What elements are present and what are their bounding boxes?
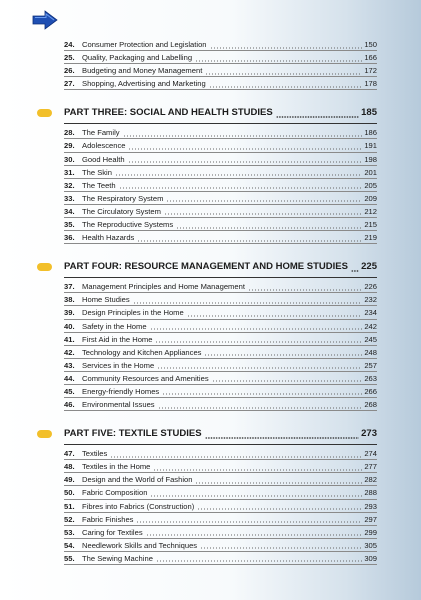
- page-number: 198: [364, 154, 377, 164]
- chapter-number: 50.: [64, 488, 75, 498]
- toc-entry[interactable]: [0, 486, 421, 499]
- part-title: PART THREE: SOCIAL AND HEALTH STUDIES: [64, 107, 273, 119]
- leader-dots: [128, 148, 362, 150]
- page-number: 232: [364, 295, 377, 305]
- leader-dots: [210, 47, 363, 49]
- page-number: 297: [364, 514, 377, 524]
- page-number: 166: [364, 53, 377, 63]
- bullet-icon: [37, 109, 52, 117]
- chapter-number: 32.: [64, 180, 75, 190]
- chapter-number: 24.: [64, 40, 75, 49]
- chapter-number: 29.: [64, 141, 75, 151]
- toc-entry[interactable]: [0, 447, 421, 460]
- chapter-number: 51.: [64, 501, 75, 511]
- chapter-title: Design and the World of Fashion: [82, 475, 193, 485]
- table-of-contents: [0, 38, 421, 565]
- chapter-number: 40.: [64, 321, 75, 331]
- page-number: 172: [364, 66, 377, 76]
- page-number: 299: [364, 527, 377, 537]
- part-page-number: 185: [361, 107, 377, 119]
- leader-dots: [146, 534, 363, 536]
- leader-dots: [204, 354, 362, 356]
- chapter-number: 48.: [64, 462, 75, 472]
- leader-dots: [157, 367, 362, 369]
- chapter-title: Adolescence: [82, 141, 126, 151]
- chapter-number: 34.: [64, 206, 75, 216]
- leader-dots: [153, 469, 362, 471]
- toc-entry[interactable]: [0, 192, 421, 205]
- chapter-title: Good Health: [82, 154, 125, 164]
- page-number: 219: [364, 233, 377, 243]
- page-number: 191: [364, 141, 377, 151]
- page-number: 209: [364, 193, 377, 203]
- toc-entry[interactable]: [0, 77, 421, 90]
- toc-entry[interactable]: [0, 51, 421, 64]
- chapter-number: 45.: [64, 386, 75, 396]
- page-number: 266: [364, 386, 377, 396]
- leader-dots: [205, 73, 362, 75]
- chapter-number: 44.: [64, 373, 75, 383]
- chapter-number: 52.: [64, 514, 75, 524]
- divider: [64, 243, 377, 244]
- leader-dots: [176, 227, 362, 229]
- page-number: 242: [364, 321, 377, 331]
- right-arrow-icon[interactable]: [30, 10, 60, 30]
- part-page-number: 225: [361, 261, 377, 273]
- chapter-title: The Teeth: [82, 180, 116, 190]
- chapter-title: Caring for Textiles: [82, 527, 143, 537]
- chapter-number: 25.: [64, 53, 75, 63]
- leader-dots: [248, 289, 362, 291]
- part-heading[interactable]: [0, 425, 421, 445]
- toc-entry[interactable]: [0, 539, 421, 552]
- chapter-title: The Sewing Machine: [82, 553, 153, 563]
- bullet-icon: [37, 430, 52, 438]
- leader-dots: [187, 315, 363, 317]
- page-number: 257: [364, 360, 377, 370]
- chapter-title: Quality, Packaging and Labelling: [82, 53, 193, 63]
- leader-dots: [205, 437, 360, 439]
- toc-entry[interactable]: [0, 205, 421, 218]
- toc-entry[interactable]: [0, 126, 421, 139]
- toc-entry[interactable]: [0, 293, 421, 306]
- toc-entry[interactable]: [0, 306, 421, 319]
- chapter-number: 47.: [64, 449, 75, 459]
- chapter-title: The Reproductive Systems: [82, 220, 174, 230]
- chapter-title: Fabric Finishes: [82, 514, 134, 524]
- page-number: 268: [364, 400, 377, 410]
- leader-dots: [195, 482, 362, 484]
- page-number: 186: [364, 128, 377, 138]
- chapter-number: 31.: [64, 167, 75, 177]
- divider: [64, 89, 377, 90]
- chapter-number: 49.: [64, 475, 75, 485]
- toc-entry[interactable]: [0, 153, 421, 166]
- leader-dots: [137, 240, 362, 242]
- part-title: PART FOUR: RESOURCE MANAGEMENT AND HOME STUDIES: [64, 261, 348, 273]
- chapter-title: Home Studies: [82, 295, 130, 305]
- part-title: PART FIVE: TEXTILE STUDIES: [64, 428, 202, 440]
- leader-dots: [162, 393, 362, 395]
- chapter-number: 38.: [64, 295, 75, 305]
- toc-entry[interactable]: [0, 500, 421, 513]
- chapter-number: 53.: [64, 527, 75, 537]
- page-number: 293: [364, 501, 377, 511]
- leader-dots: [150, 328, 363, 330]
- part-heading[interactable]: [0, 104, 421, 124]
- leader-dots: [133, 302, 363, 304]
- chapter-number: 35.: [64, 220, 75, 230]
- page-number: 201: [364, 167, 377, 177]
- chapter-number: 46.: [64, 400, 75, 410]
- chapter-title: Services in the Home: [82, 360, 155, 370]
- chapter-number: 27.: [64, 79, 75, 89]
- toc-entry[interactable]: [0, 473, 421, 486]
- page-number: 205: [364, 180, 377, 190]
- page-number: 245: [364, 334, 377, 344]
- leader-dots: [156, 560, 362, 562]
- page-number: 282: [364, 475, 377, 485]
- chapter-number: 39.: [64, 308, 75, 318]
- leader-dots: [110, 456, 362, 458]
- toc-entry[interactable]: [0, 526, 421, 539]
- divider: [64, 444, 377, 445]
- chapter-number: 41.: [64, 334, 75, 344]
- chapter-number: 42.: [64, 347, 75, 357]
- leader-dots: [155, 341, 362, 343]
- chapter-number: 55.: [64, 553, 75, 563]
- toc-entry[interactable]: [0, 333, 421, 346]
- chapter-title: First Aid in the Home: [82, 334, 153, 344]
- toc-entry[interactable]: [0, 359, 421, 372]
- chapter-title: Shopping, Advertising and Marketing: [82, 79, 206, 89]
- leader-dots: [197, 508, 362, 510]
- page-number: 305: [364, 540, 377, 550]
- page-number: 288: [364, 488, 377, 498]
- chapter-number: 36.: [64, 233, 75, 243]
- chapter-title: The Respiratory System: [82, 193, 164, 203]
- toc-entry[interactable]: [0, 231, 421, 244]
- leader-dots: [351, 270, 359, 272]
- chapter-title: Fabric Composition: [82, 488, 148, 498]
- chapter-title: The Skin: [82, 167, 112, 177]
- toc-entry[interactable]: [0, 346, 421, 359]
- chapter-title: Environmental Issues: [82, 400, 155, 410]
- part-heading[interactable]: [0, 258, 421, 278]
- chapter-title: Community Resources and Amenities: [82, 373, 209, 383]
- chapter-number: 54.: [64, 540, 75, 550]
- toc-entry[interactable]: [0, 64, 421, 77]
- leader-dots: [158, 407, 363, 409]
- page-number: 178: [364, 79, 377, 89]
- chapter-title: Textiles: [82, 449, 108, 459]
- chapter-number: 33.: [64, 193, 75, 203]
- chapter-title: The Family: [82, 128, 120, 138]
- chapter-title: Consumer Protection and Legislation: [82, 40, 207, 49]
- toc-entry[interactable]: [0, 218, 421, 231]
- toc-entry[interactable]: [0, 179, 421, 192]
- chapter-number: 43.: [64, 360, 75, 370]
- leader-dots: [166, 200, 362, 202]
- divider: [64, 123, 377, 124]
- leader-dots: [136, 521, 362, 523]
- toc-entry[interactable]: [0, 139, 421, 152]
- page-number: 263: [364, 373, 377, 383]
- leader-dots: [209, 86, 363, 88]
- divider: [64, 564, 377, 565]
- leader-dots: [123, 135, 363, 137]
- toc-entry[interactable]: [0, 398, 421, 411]
- toc-entry[interactable]: [0, 320, 421, 333]
- leader-dots: [200, 547, 362, 549]
- part-page-number: 273: [361, 428, 377, 440]
- leader-dots: [276, 116, 359, 118]
- page-number: 215: [364, 220, 377, 230]
- chapter-number: 37.: [64, 282, 75, 292]
- toc-entry[interactable]: [0, 38, 421, 51]
- leader-dots: [119, 187, 363, 189]
- chapter-title: Health Hazards: [82, 233, 135, 243]
- page-number: 234: [364, 308, 377, 318]
- bullet-icon: [37, 263, 52, 271]
- page-number: 226: [364, 282, 377, 292]
- chapter-number: 30.: [64, 154, 75, 164]
- page-number: 248: [364, 347, 377, 357]
- toc-entry[interactable]: [0, 552, 421, 565]
- toc-entry[interactable]: [0, 460, 421, 473]
- page-number: 212: [364, 206, 377, 216]
- chapter-title: Fibres into Fabrics (Construction): [82, 501, 195, 511]
- chapter-title: Budgeting and Money Management: [82, 66, 203, 76]
- chapter-title: Management Principles and Home Management: [82, 282, 245, 292]
- page-number: 274: [364, 449, 377, 459]
- divider: [64, 277, 377, 278]
- chapter-number: 28.: [64, 128, 75, 138]
- toc-entry[interactable]: [0, 166, 421, 179]
- toc-entry[interactable]: [0, 385, 421, 398]
- toc-entry[interactable]: [0, 513, 421, 526]
- chapter-title: Design Principles in the Home: [82, 308, 184, 318]
- divider: [64, 410, 377, 411]
- leader-dots: [195, 60, 362, 62]
- leader-dots: [115, 174, 362, 176]
- chapter-title: The Circulatory System: [82, 206, 161, 216]
- toc-entry[interactable]: [0, 280, 421, 293]
- leader-dots: [164, 213, 362, 215]
- chapter-title: Energy-friendly Homes: [82, 386, 160, 396]
- page-number: 150: [364, 40, 377, 49]
- page-number: 277: [364, 462, 377, 472]
- toc-entry[interactable]: [0, 372, 421, 385]
- chapter-title: Textiles in the Home: [82, 462, 151, 472]
- chapter-title: Technology and Kitchen Appliances: [82, 347, 202, 357]
- page-number: 309: [364, 553, 377, 563]
- chapter-title: Safety in the Home: [82, 321, 147, 331]
- chapter-title: Needlework Skills and Techniques: [82, 540, 198, 550]
- leader-dots: [150, 495, 362, 497]
- leader-dots: [128, 161, 363, 163]
- leader-dots: [212, 380, 363, 382]
- chapter-number: 26.: [64, 66, 75, 76]
